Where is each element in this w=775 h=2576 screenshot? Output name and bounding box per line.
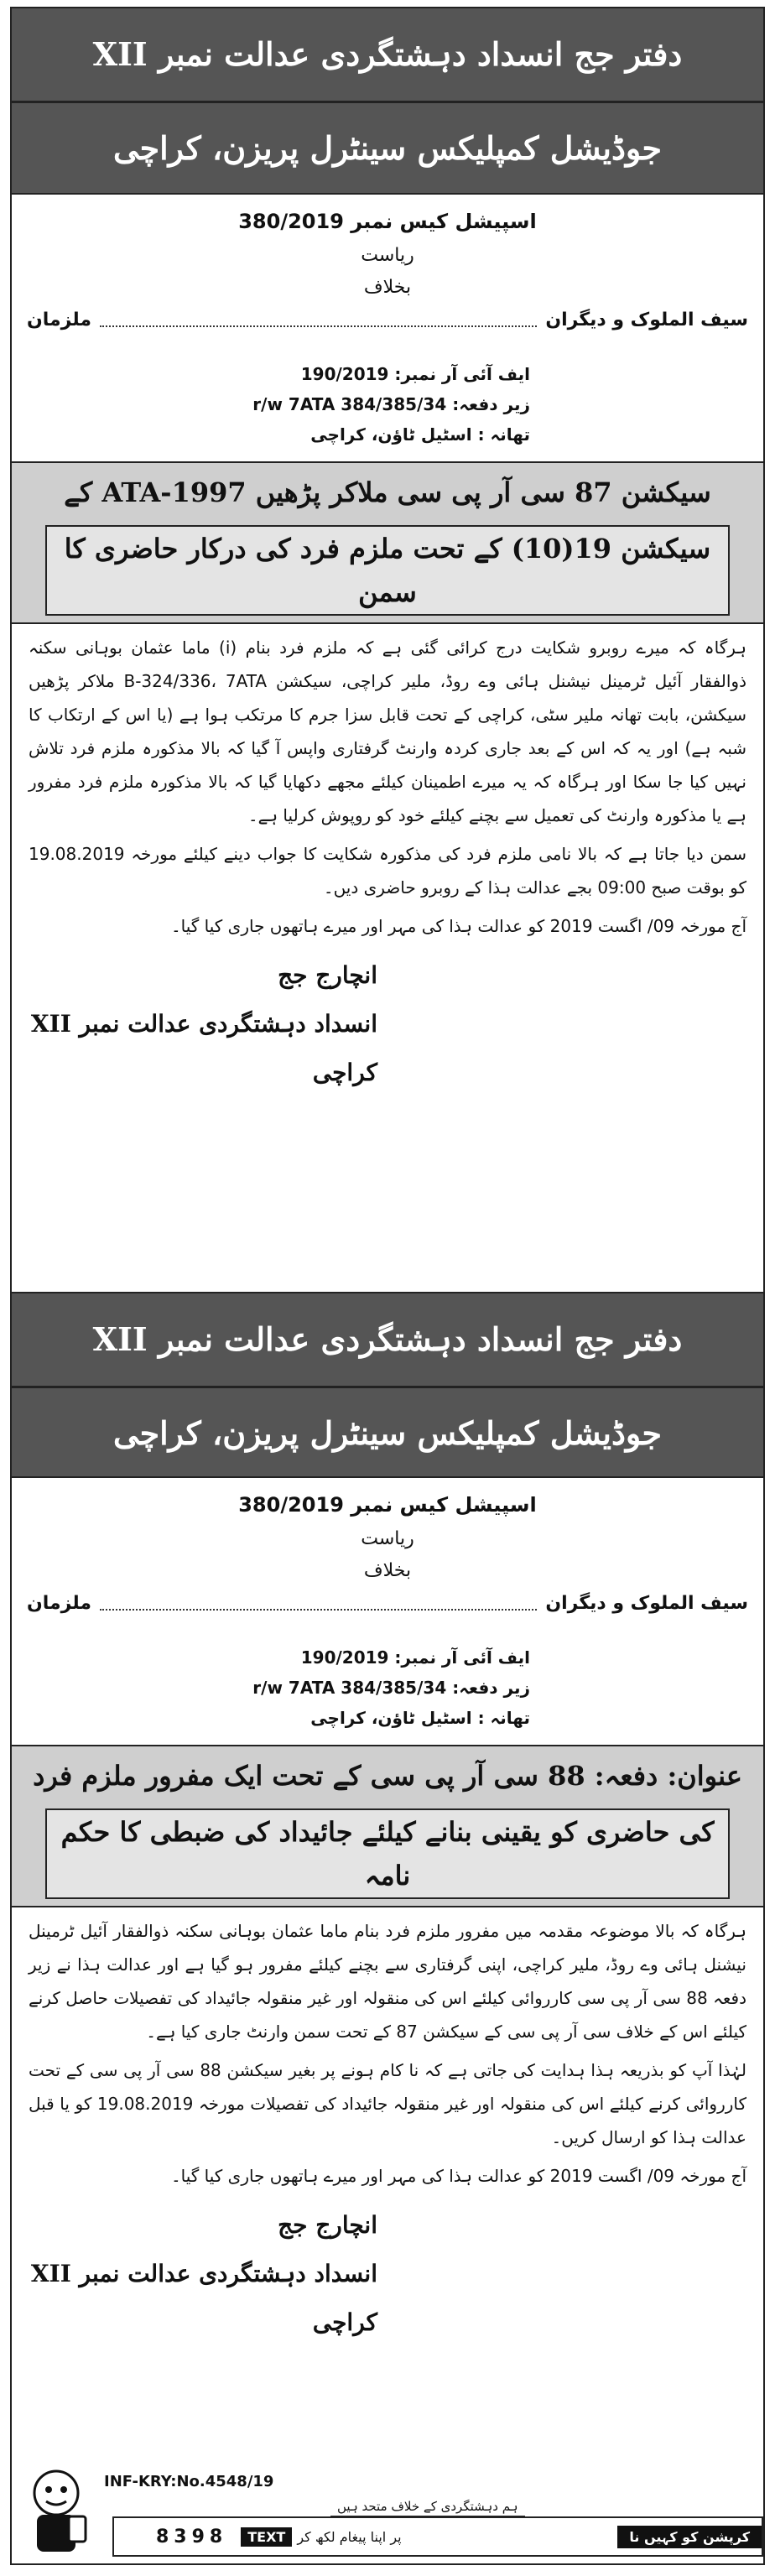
subject-box bbox=[12, 461, 763, 624]
accused-label: ملزمان bbox=[27, 310, 91, 330]
section-line: زیر دفعہ: 384/385/34 r/w 7ATA bbox=[252, 1678, 530, 1698]
notice-2 bbox=[12, 1292, 763, 2466]
notice-footer bbox=[12, 2463, 763, 2563]
police-station: تھانہ : اسٹیل ٹاؤن، کراچی bbox=[310, 1708, 530, 1728]
signature-city: کراچی bbox=[312, 2308, 377, 2336]
fir-number: ایف آئی آر نمبر: 190/2019 bbox=[300, 364, 530, 384]
signature-block bbox=[12, 951, 763, 1097]
court-location-line: جوڈیشل کمپلیکس سینٹرل پریزن، کراچی bbox=[12, 1386, 763, 1479]
subject-line-2: کی حاضری کو یقینی بنانے کیلئے جائیداد کی ضبطی کا حکم نامہ bbox=[45, 1808, 730, 1899]
mascot-icon bbox=[18, 2466, 94, 2558]
dotted-leader bbox=[100, 304, 537, 327]
court-location-line: جوڈیشل کمپلیکس سینٹرل پریزن، کراچی bbox=[12, 101, 763, 194]
signature-court: انسداد دہشتگردی عدالت نمبر XII bbox=[30, 1010, 377, 1038]
fir-number: ایف آئی آر نمبر: 190/2019 bbox=[300, 1647, 530, 1668]
strip-left-text: کرپشن کو کہیں نا bbox=[617, 2526, 762, 2548]
court-office-line: دفتر جج انسداد دہشتگردی عدالت نمبر XII bbox=[92, 1320, 683, 1358]
signature-block bbox=[12, 2201, 763, 2347]
versus-label: بخلاف bbox=[363, 1560, 412, 1581]
signature-title: انچارج جج bbox=[278, 961, 377, 989]
signature-title: انچارج جج bbox=[278, 2211, 377, 2239]
parties-row bbox=[27, 304, 748, 337]
police-station: تھانہ : اسٹیل ٹاؤن، کراچی bbox=[310, 424, 530, 445]
accused-name: سیف الملوک و دیگران bbox=[545, 1593, 748, 1614]
notice-1 bbox=[12, 8, 763, 1292]
case-title: اسپیشل کیس نمبر 380/2019 bbox=[238, 1493, 537, 1517]
state-label: ریاست bbox=[361, 1528, 414, 1549]
body-paragraph: سمن دیا جاتا ہے کہ بالا نامی ملزم فرد کی مذکورہ شکایت کا جواب دینے کیلئے مورخہ 19.08.2019 کو بوقت صبح 09:00 بجے عدالت ہذا کے روبرو حاضری دیں۔ bbox=[29, 844, 746, 898]
body-paragraph: ہرگاہ کہ بالا موضوعہ مقدمہ میں مفرور ملزم فرد بنام ماما عثمان بوہانی سکنہ ذوالفقار آئیل ٹرمینل نیشنل ہائی وے روڈ، ملیر کراچی، اپنی گرفتاری سے بچنے کیلئے مفرور ہو گیا ہے اور عدالت ہذا نے زیر دفعہ 88 سی آر پی سی کارروائی کیلئے اس کی منقولہ اور غیر منقولہ جائیداد کی تفصیلات حاصل کرنے کیلئے اس کے خلاف سی آر پی سی کے سیکشن 87 کے تحت سمن وارنٹ جاری کیا ہے۔ bbox=[29, 1921, 746, 2042]
accused-name: سیف الملوک و دیگران bbox=[545, 310, 748, 330]
accused-label: ملزمان bbox=[27, 1593, 91, 1614]
footer-slogan: ہم دہشتگردی کے خلاف متحد ہیں bbox=[330, 2497, 525, 2516]
body-paragraph: لہٰذا آپ کو بذریعہ ہذا ہدایت کی جاتی ہے کہ نا کام ہونے پر بغیر سیکشن 88 سی آر پی سی کے تحت کارروائی کرنے کیلئے اس کی منقولہ اور غیر منقولہ جائیداد کی تفصیلات مورخہ 19.08.2019 کو یا قبل عدالت ہذا کو ارسال کریں۔ bbox=[29, 2060, 746, 2147]
text-tag: TEXT bbox=[241, 2527, 292, 2547]
section-line: زیر دفعہ: 384/385/34 r/w 7ATA bbox=[252, 394, 530, 414]
subject-box bbox=[12, 1745, 763, 1907]
notice-header bbox=[12, 8, 763, 195]
body-paragraph: آج مورخہ 09/ اگست 2019 کو عدالت ہذا کی مہر اور میرے ہاتھوں جاری کیا گیا۔ bbox=[170, 2166, 746, 2186]
body-paragraph: ہرگاہ کہ میرے روبرو شکایت درج کرائی گئی ہے کہ ملزم فرد بنام (i) ماما عثمان بوہانی سکنہ ذوالفقار آئیل ٹرمینل نیشنل ہائی وے روڈ، ملیر کراچی، سیکشن B-324/336، 7ATA ملاکر پڑھیں سیکشن، بابت تھانہ ملیر سٹی، کراچی کے تحت قابل سزا جرم کا مرتکب ہوا ہے (یا اس کے ارتکاب کا شبہ ہے) اور یہ کہ اس کے بعد جاری کردہ وارنٹ گرفتاری واپس آ گیا کہ بالا مذکورہ ملزم فرد تلاش نہیں کیا جا سکا اور ہرگاہ کہ یہ میرے اطمینان کیلئے مجھے دکھایا گیا کہ بالا مذکورہ ملزم فرد مفرور ہے یا مذکورہ وارنٹ کی تعمیل سے بچنے کیلئے خود کو روپوش کرلیا ہے۔ bbox=[29, 637, 747, 825]
parties-row bbox=[27, 1587, 748, 1621]
notice-page bbox=[10, 7, 765, 2565]
versus-label: بخلاف bbox=[363, 277, 412, 298]
case-title: اسپیشل کیس نمبر 380/2019 bbox=[238, 210, 537, 233]
subject-line-1: سیکشن 87 سی آر پی سی ملاکر پڑھیں ATA-1997 کے bbox=[64, 476, 711, 508]
subject-line-2: سیکشن 19(10) کے تحت ملزم فرد کی درکار حاضری کا سمن bbox=[45, 525, 730, 616]
sms-strip bbox=[112, 2516, 763, 2557]
subject-line-1: عنوان: دفعہ: 88 سی آر پی سی کے تحت ایک مفرور ملزم فرد bbox=[33, 1760, 742, 1792]
sms-number: 8398 bbox=[156, 2526, 228, 2547]
notice-body bbox=[12, 1907, 763, 2193]
strip-right-text: پر اپنا پیغام لکھ کر bbox=[297, 2528, 402, 2545]
notice-body bbox=[12, 624, 763, 943]
dotted-leader bbox=[100, 1587, 537, 1611]
body-paragraph: آج مورخہ 09/ اگست 2019 کو عدالت ہذا کی مہر اور میرے ہاتھوں جاری کیا گیا۔ bbox=[170, 916, 746, 936]
state-label: ریاست bbox=[361, 245, 414, 266]
signature-city: کراچی bbox=[312, 1059, 377, 1086]
inf-code: INF-KRY:No.4548/19 bbox=[104, 2473, 274, 2490]
notice-header bbox=[12, 1292, 763, 1478]
signature-court: انسداد دہشتگردی عدالت نمبر XII bbox=[30, 2260, 377, 2287]
court-office-line: دفتر جج انسداد دہشتگردی عدالت نمبر XII bbox=[92, 35, 683, 73]
